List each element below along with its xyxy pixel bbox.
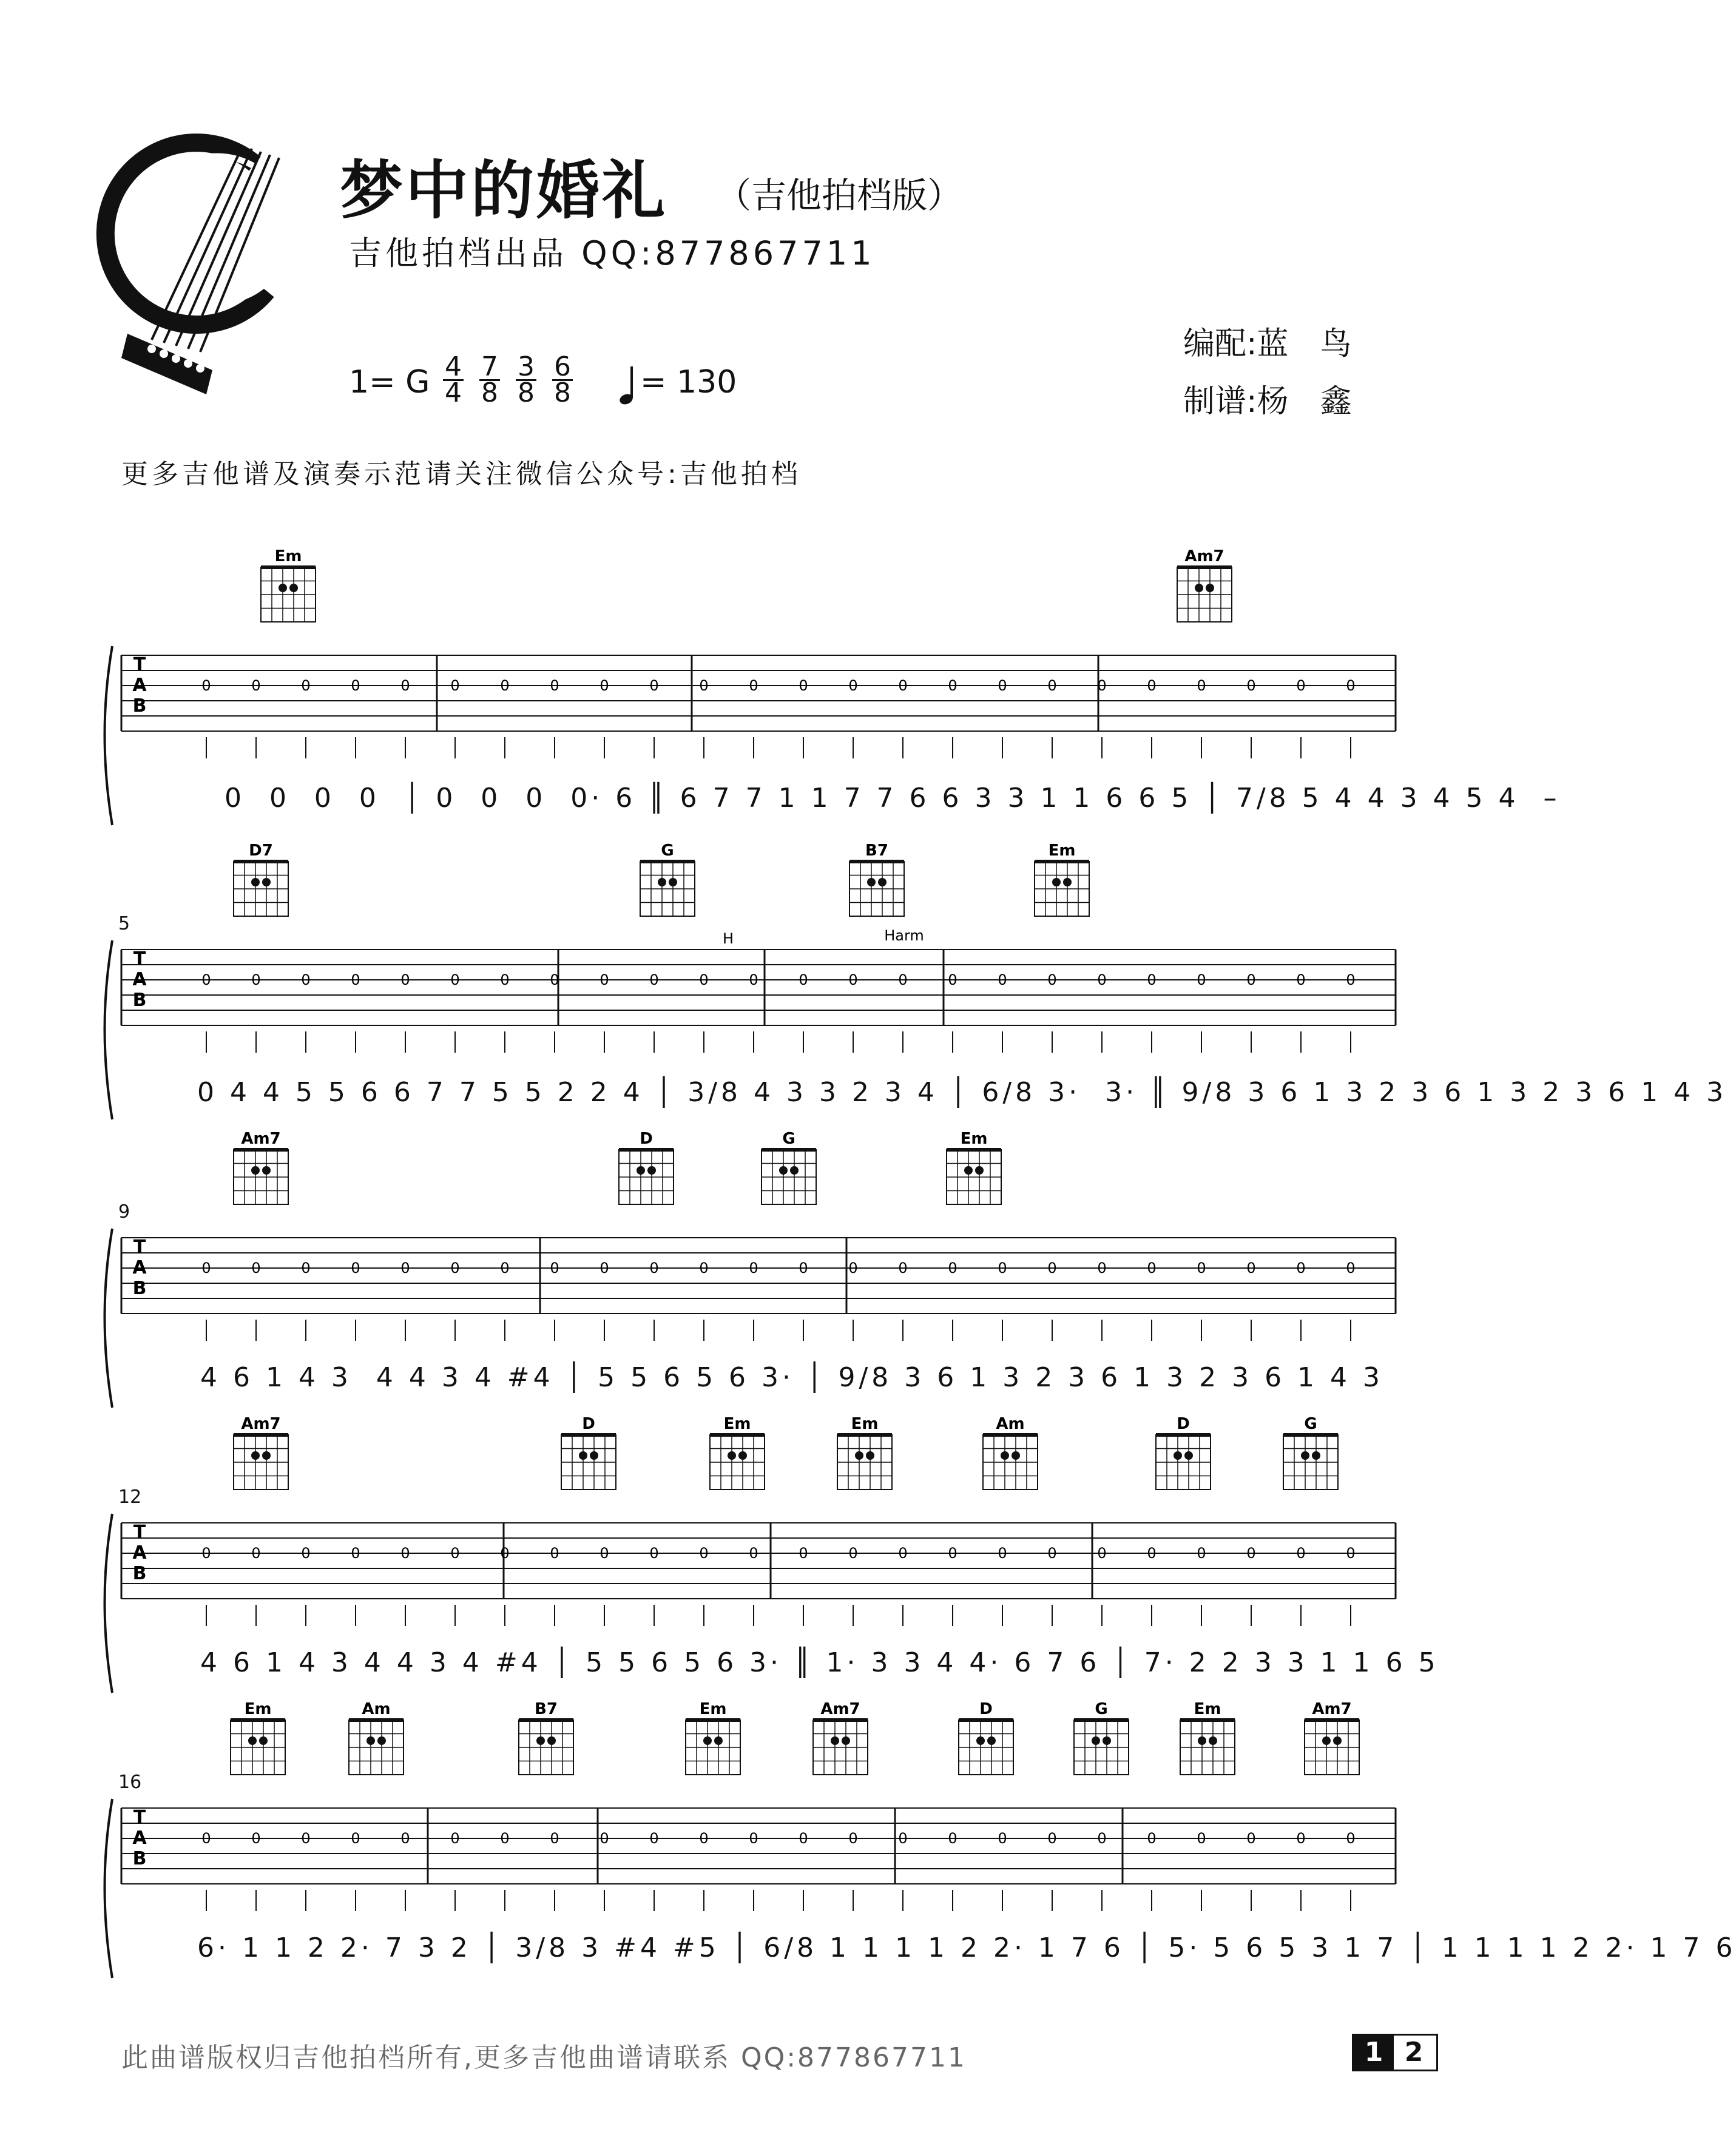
chord-name: Em	[244, 1700, 272, 1718]
arranger-credit: 编配:蓝 鸟	[1183, 326, 1352, 362]
fret-number: 0	[799, 677, 808, 694]
fret-number: 0	[301, 677, 311, 694]
fret-number: 0	[998, 971, 1007, 988]
fret-number: 0	[1296, 677, 1306, 694]
fret-number: 0	[998, 677, 1007, 694]
fret-number: 0	[699, 1545, 709, 1562]
fret-number: 0	[351, 1545, 360, 1562]
hammer-on-mark: H	[722, 930, 734, 947]
transcriber-credit: 制谱:杨 鑫	[1183, 383, 1352, 420]
chord-finger-dot	[1301, 1451, 1309, 1460]
fret-number: 0	[550, 1545, 559, 1562]
fret-number: 0	[500, 1830, 510, 1847]
chord-finger-dot	[377, 1736, 386, 1745]
fret-number: 0	[649, 1260, 659, 1277]
fret-number: 0	[450, 971, 460, 988]
fret-number: 0	[351, 1260, 360, 1277]
chord-finger-dot	[262, 878, 271, 886]
chord-finger-dot	[855, 1451, 863, 1460]
fret-number: 0	[251, 971, 261, 988]
measure-number-9: 9	[118, 1201, 130, 1223]
chord-finger-dot	[579, 1451, 587, 1460]
fret-number: 0	[400, 1260, 410, 1277]
fret-number: 0	[699, 971, 709, 988]
chord-finger-dot	[1063, 878, 1072, 886]
chord-name: D	[640, 1130, 653, 1148]
promo-text: 更多吉他谱及演奏示范请关注微信公众号:吉他拍档	[121, 459, 802, 490]
chord-finger-dot	[866, 1451, 874, 1460]
fret-number: 0	[799, 1260, 808, 1277]
chord-finger-dot	[251, 878, 260, 886]
fret-number: 0	[500, 677, 510, 694]
chord-name: G	[782, 1130, 795, 1148]
chord-name: B7	[535, 1700, 558, 1718]
system-brace	[105, 1229, 113, 1408]
chord-name: Am7	[820, 1700, 860, 1718]
chord-finger-dot	[975, 1166, 984, 1175]
fret-number: 0	[351, 971, 360, 988]
fret-number: 0	[699, 1830, 709, 1847]
fret-number: 0	[998, 1260, 1007, 1277]
fret-number: 0	[898, 677, 908, 694]
publisher-line: 吉他拍档出品 QQ:877867711	[349, 234, 876, 272]
fret-number: 0	[1246, 1545, 1256, 1562]
time-signature-7-8: 7 8	[479, 355, 500, 405]
chord-finger-dot	[976, 1736, 985, 1745]
fret-number: 0	[898, 971, 908, 988]
fret-number: 0	[749, 1830, 758, 1847]
total-pages: 2	[1404, 2037, 1424, 2068]
fret-number: 0	[301, 1830, 311, 1847]
fret-number: 0	[1147, 1545, 1157, 1562]
chord-finger-dot	[647, 1166, 656, 1175]
tab-clef-letter: A	[132, 1827, 147, 1849]
chord-finger-dot	[590, 1451, 598, 1460]
chord-name: B7	[865, 842, 888, 860]
fret-number: 0	[201, 1260, 211, 1277]
chord-finger-dot	[262, 1166, 271, 1175]
chord-finger-dot	[279, 584, 287, 592]
tab-clef-letter: B	[132, 695, 147, 717]
system-brace	[105, 646, 113, 825]
tab-clef-letter: T	[133, 948, 146, 970]
fret-number: 0	[998, 1830, 1007, 1847]
chord-finger-dot	[1195, 584, 1203, 592]
fret-number: 0	[1197, 1830, 1206, 1847]
chord-finger-dot	[1312, 1451, 1320, 1460]
fret-number: 0	[301, 1260, 311, 1277]
measure-number-12: 12	[118, 1486, 142, 1508]
fret-number: 0	[1296, 1260, 1306, 1277]
chord-finger-dot	[536, 1736, 545, 1745]
fret-number: 0	[848, 1260, 858, 1277]
fret-number: 0	[201, 677, 211, 694]
fret-number: 0	[948, 1545, 958, 1562]
fret-number: 0	[1296, 1830, 1306, 1847]
fret-number: 0	[1097, 1545, 1107, 1562]
fret-number: 0	[550, 1830, 559, 1847]
fret-number: 0	[948, 971, 958, 988]
fret-number: 0	[201, 1830, 211, 1847]
chord-finger-dot	[1206, 584, 1214, 592]
chord-name: Em	[723, 1415, 751, 1433]
fret-number: 0	[550, 971, 559, 988]
fret-number: 0	[450, 1830, 460, 1847]
notation-row-1: 0 0 0 0 │ 0 0 0 0· 6 ║ 6 7 7 1 1 7 7 6 6 3 3 1 1 6 6 5 │ 7/8 5 4 4 3 4 5 4 –	[225, 783, 1561, 814]
chord-finger-dot	[714, 1736, 723, 1745]
tab-clef-letter: A	[132, 969, 147, 990]
fret-number: 0	[201, 971, 211, 988]
chord-name: D	[582, 1415, 595, 1433]
fret-number: 0	[1047, 1545, 1057, 1562]
page-indicator	[1352, 2034, 1438, 2071]
chord-name: G	[1304, 1415, 1317, 1433]
chord-finger-dot	[658, 878, 666, 886]
fret-number: 0	[1147, 677, 1157, 694]
measure-number-5: 5	[118, 913, 130, 934]
tab-clef-letter: B	[132, 1848, 147, 1869]
chord-finger-dot	[1198, 1736, 1206, 1745]
fret-number: 0	[1197, 1545, 1206, 1562]
chord-finger-dot	[262, 1451, 271, 1460]
system-brace	[105, 940, 113, 1119]
chord-name: D	[1177, 1415, 1190, 1433]
chord-finger-dot	[867, 878, 876, 886]
chord-name: Am7	[1312, 1700, 1352, 1718]
fret-number: 0	[1197, 677, 1206, 694]
fret-number: 0	[1346, 677, 1356, 694]
chord-name: G	[1095, 1700, 1108, 1718]
time-signature-6-8: 6 8	[552, 355, 573, 405]
fret-number: 0	[1047, 1260, 1057, 1277]
fret-number: 0	[649, 971, 659, 988]
fret-number: 0	[1246, 677, 1256, 694]
fret-number: 0	[251, 1830, 261, 1847]
current-page: 1	[1354, 2036, 1394, 2070]
chord-finger-dot	[366, 1736, 375, 1745]
fret-number: 0	[948, 1830, 958, 1847]
fret-number: 0	[301, 1545, 311, 1562]
fret-number: 0	[649, 1830, 659, 1847]
fret-number: 0	[450, 677, 460, 694]
chord-finger-dot	[248, 1736, 257, 1745]
fret-number: 0	[998, 1545, 1007, 1562]
chord-name: Am7	[1184, 547, 1224, 565]
chord-name: Am7	[241, 1130, 281, 1148]
fret-number: 0	[749, 971, 758, 988]
chord-finger-dot	[1322, 1736, 1331, 1745]
chord-finger-dot	[1184, 1451, 1193, 1460]
fret-number: 0	[1047, 677, 1057, 694]
chord-finger-dot	[1092, 1736, 1100, 1745]
fret-number: 0	[898, 1260, 908, 1277]
fret-number: 0	[1147, 1260, 1157, 1277]
fret-number: 0	[898, 1545, 908, 1562]
tab-clef-letter: T	[133, 654, 146, 675]
harmonic-mark: Harm	[884, 927, 924, 944]
fret-number: 0	[848, 1545, 858, 1562]
fret-number: 0	[251, 1260, 261, 1277]
chord-name: Em	[1194, 1700, 1221, 1718]
notation-row-2: 0 4 4 5 5 6 6 7 7 5 5 2 2 4 │ 3/8 4 3 3 2 3 4 │ 6/8 3· 3· ║ 9/8 3 6 1 3 2 3 6 1 3 2 3 6 1 4 3	[197, 1077, 1728, 1108]
fret-number: 0	[699, 1260, 709, 1277]
time-signature-3-8: 3 8	[516, 355, 536, 405]
fret-number: 0	[1197, 1260, 1206, 1277]
song-title: 梦中的婚礼	[340, 154, 668, 228]
system-brace	[105, 1514, 113, 1693]
chord-name: G	[661, 842, 674, 860]
chord-finger-dot	[831, 1736, 839, 1745]
fret-number: 0	[550, 677, 559, 694]
fret-number: 0	[749, 677, 758, 694]
fret-number: 0	[1147, 1830, 1157, 1847]
chord-finger-dot	[637, 1166, 645, 1175]
measure-number-16: 16	[118, 1772, 142, 1793]
fret-number: 0	[1097, 677, 1107, 694]
fret-number: 0	[599, 1545, 609, 1562]
fret-number: 0	[1097, 971, 1107, 988]
chord-name: Am7	[241, 1415, 281, 1433]
fret-number: 0	[500, 971, 510, 988]
fret-number: 0	[599, 971, 609, 988]
tab-clef-letter: B	[132, 1278, 147, 1299]
chord-finger-dot	[964, 1166, 973, 1175]
chord-finger-dot	[259, 1736, 268, 1745]
fret-number: 0	[400, 971, 410, 988]
fret-number: 0	[450, 1260, 460, 1277]
chord-finger-dot	[842, 1736, 850, 1745]
fret-number: 0	[251, 1545, 261, 1562]
chord-name: Em	[851, 1415, 879, 1433]
fret-number: 0	[1246, 1830, 1256, 1847]
fret-number: 0	[749, 1260, 758, 1277]
fret-number: 0	[799, 1830, 808, 1847]
chord-finger-dot	[1052, 878, 1061, 886]
chord-finger-dot	[1333, 1736, 1342, 1745]
chord-finger-dot	[878, 878, 887, 886]
notation-row-5: 6· 1 1 2 2· 7 3 2 │ 3/8 3 #4 #5 │ 6/8 1 1 1 1 2 2· 1 7 6 │ 5· 5 6 5 3 1 7 │ 1 1 1 1 2 2· 1 7 6	[197, 1932, 1736, 1963]
copyright-footer: 此曲谱版权归吉他拍档所有,更多吉他曲谱请联系 QQ:877867711	[121, 2042, 967, 2073]
fret-number: 0	[351, 677, 360, 694]
fret-number: 0	[500, 1545, 510, 1562]
chord-name: D7	[249, 842, 273, 860]
fret-number: 0	[599, 1830, 609, 1847]
chord-name: Am	[996, 1415, 1025, 1433]
tab-clef-letter: B	[132, 990, 147, 1011]
chord-name: D	[979, 1700, 993, 1718]
chord-finger-dot	[251, 1451, 260, 1460]
tab-clef-letter: A	[132, 675, 147, 696]
fret-number: 0	[948, 1260, 958, 1277]
fret-number: 0	[649, 677, 659, 694]
fret-number: 0	[500, 1260, 510, 1277]
fret-number: 0	[749, 1545, 758, 1562]
fret-number: 0	[1047, 1830, 1057, 1847]
fret-number: 0	[201, 1545, 211, 1562]
chord-finger-dot	[987, 1736, 996, 1745]
fret-number: 0	[848, 971, 858, 988]
fret-number: 0	[1246, 971, 1256, 988]
fret-number: 0	[1346, 1545, 1356, 1562]
fret-number: 0	[1346, 1830, 1356, 1847]
time-signature-4-4: 4 4	[443, 355, 464, 405]
fret-number: 0	[1097, 1830, 1107, 1847]
chord-name: Em	[274, 547, 302, 565]
fret-number: 0	[848, 1830, 858, 1847]
chord-finger-dot	[790, 1166, 799, 1175]
chord-finger-dot	[1001, 1451, 1009, 1460]
notation-row-3: 4 6 1 4 3 4 4 3 4 #4 │ 5 5 6 5 6 3· │ 9/8 3 6 1 3 2 3 6 1 3 2 3 6 1 4 3	[200, 1362, 1383, 1393]
fret-number: 0	[799, 1545, 808, 1562]
fret-number: 0	[400, 1545, 410, 1562]
fret-number: 0	[1296, 1545, 1306, 1562]
tempo-marking: = 130	[640, 364, 737, 400]
fret-number: 0	[1296, 971, 1306, 988]
fret-number: 0	[898, 1830, 908, 1847]
key-signature: 1= G	[349, 364, 430, 400]
fret-number: 0	[400, 1830, 410, 1847]
chord-name: Em	[699, 1700, 727, 1718]
chord-finger-dot	[1012, 1451, 1020, 1460]
chord-finger-dot	[703, 1736, 712, 1745]
fret-number: 0	[1346, 1260, 1356, 1277]
fret-number: 0	[1197, 971, 1206, 988]
chord-finger-dot	[669, 878, 677, 886]
chord-finger-dot	[738, 1451, 747, 1460]
fret-number: 0	[251, 677, 261, 694]
fret-number: 0	[550, 1260, 559, 1277]
tab-clef-letter: A	[132, 1257, 147, 1278]
fret-number: 0	[649, 1545, 659, 1562]
chord-name: Am	[362, 1700, 391, 1718]
fret-number: 0	[1147, 971, 1157, 988]
song-subtitle: （吉他拍档版）	[716, 175, 963, 216]
fret-number: 0	[699, 677, 709, 694]
chord-finger-dot	[547, 1736, 556, 1745]
fret-number: 0	[948, 677, 958, 694]
fret-number: 0	[848, 677, 858, 694]
chord-finger-dot	[289, 584, 298, 592]
tab-clef-letter: T	[133, 1807, 146, 1828]
fret-number: 0	[599, 677, 609, 694]
chord-finger-dot	[779, 1166, 788, 1175]
fret-number: 0	[799, 971, 808, 988]
chord-name: Em	[1048, 842, 1076, 860]
fret-number: 0	[599, 1260, 609, 1277]
fret-number: 0	[351, 1830, 360, 1847]
chord-name: Em	[960, 1130, 988, 1148]
chord-finger-dot	[251, 1166, 260, 1175]
notation-row-4: 4 6 1 4 3 4 4 3 4 #4 │ 5 5 6 5 6 3· ║ 1· 3 3 4 4· 6 7 6 │ 7· 2 2 3 3 1 1 6 5	[200, 1647, 1439, 1678]
fret-number: 0	[450, 1545, 460, 1562]
tab-clef-letter: B	[132, 1563, 147, 1584]
fret-number: 0	[1047, 971, 1057, 988]
fret-number: 0	[301, 971, 311, 988]
chord-finger-dot	[1103, 1736, 1111, 1745]
chord-finger-dot	[1174, 1451, 1182, 1460]
fret-number: 0	[400, 677, 410, 694]
fret-number: 0	[1097, 1260, 1107, 1277]
chord-finger-dot	[728, 1451, 736, 1460]
system-brace	[105, 1799, 113, 1978]
chord-finger-dot	[1209, 1736, 1217, 1745]
tab-clef-letter: T	[133, 1237, 146, 1258]
fret-number: 0	[1346, 971, 1356, 988]
fret-number: 0	[1246, 1260, 1256, 1277]
tab-clef-letter: A	[132, 1542, 147, 1564]
tab-clef-letter: T	[133, 1522, 146, 1543]
